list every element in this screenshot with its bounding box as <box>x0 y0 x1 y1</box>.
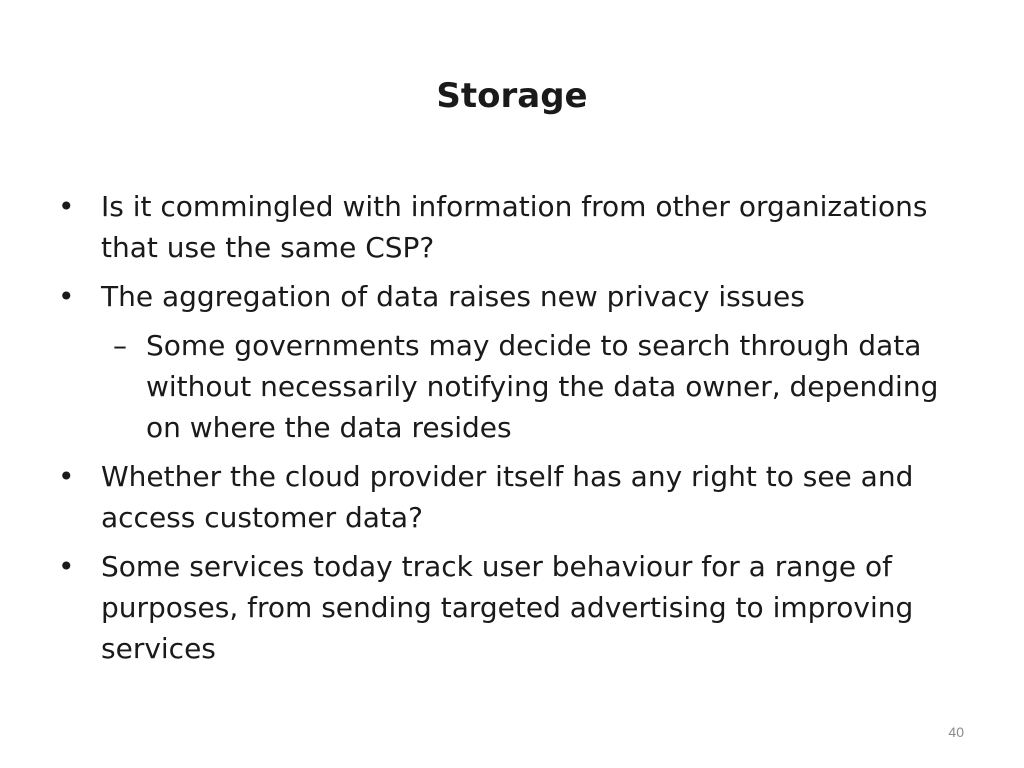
bullet-item <box>56 546 976 669</box>
bullet-list <box>56 186 976 677</box>
bullet-text: Whether the cloud provider itself has any right to see and access customer data? <box>101 460 914 534</box>
bullet-marker: • <box>58 190 75 223</box>
bullet-item <box>56 456 976 538</box>
sub-bullet-item <box>101 325 976 448</box>
bullet-marker: • <box>58 280 75 313</box>
bullet-marker: • <box>58 460 75 493</box>
page-number: 40 <box>948 724 964 740</box>
bullet-text: Some services today track user behaviour for a range of purposes, from sending targeted advertising to improving services <box>101 550 914 665</box>
bullet-marker: • <box>58 550 75 583</box>
bullet-text: Is it commingled with information from other organizations that use the same CSP? <box>101 190 928 264</box>
sub-bullet-list <box>101 325 976 448</box>
sub-bullet-text: Some governments may decide to search through data without necessarily notifying the data owner, depending on where the data resides <box>146 329 939 444</box>
bullet-item <box>56 186 976 268</box>
slide-title: Storage <box>436 76 588 116</box>
sub-bullet-marker: – <box>113 329 127 362</box>
bullet-text: The aggregation of data raises new privacy issues <box>101 280 805 313</box>
bullet-item <box>56 276 976 448</box>
